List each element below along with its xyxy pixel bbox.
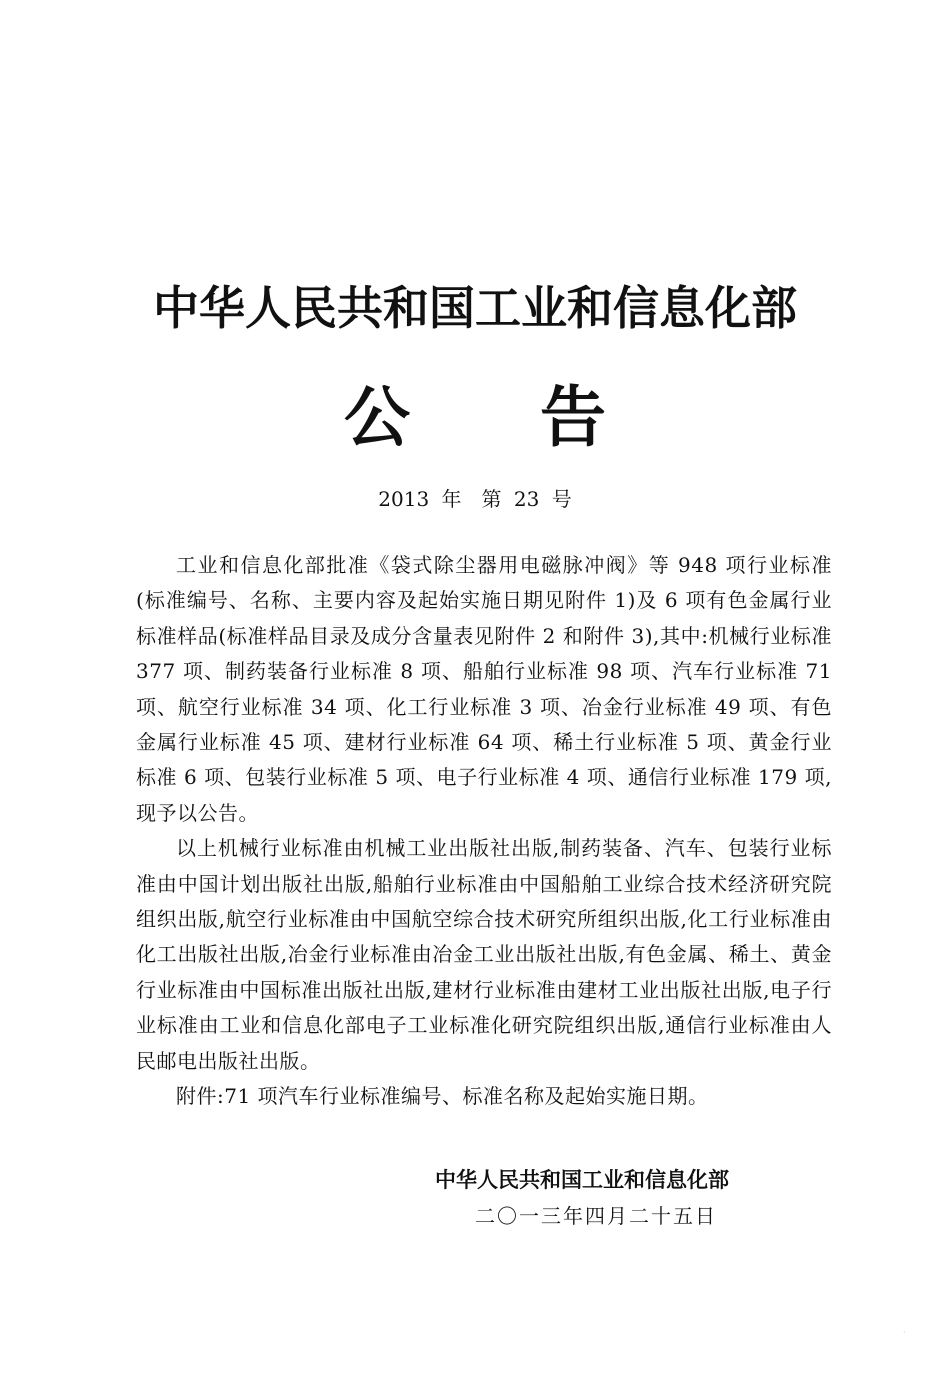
body-paragraph-attachment: 附件:71 项汽车行业标准编号、标准名称及起始实施日期。 [176,1084,709,1109]
signature-organization: 中华人民共和国工业和信息化部 [435,1168,729,1192]
signature-block [435,1162,775,1234]
document-type-heading: 公告 [344,379,736,456]
document-number: 2013 年 第 23 号 [378,487,572,511]
body-paragraph-approval: 工业和信息化部批准《袋式除尘器用电磁脉冲阀》等 948 项行业标准(标准编号、名称、主要内容及起始实施日期见附件 1)及 6 项有色金属行业标准样品(标准样品目录及成分含量表见附件 2 和附件 3),其中:机械行业标准 377 项、制药装备行业标准 8 项、船舶行业标准 98 项、汽车行业标准 71 项、航空行业标准 34 项、化工行业标准 3 项、冶金行业标准 49 项、有色金属行业标准 45 项、建材行业标准 64 项、稀土行业标准 5 项、黄金行业标准 6 项、包装行业标准 5 项、电子行业标准 4 项、通信行业标准 179 项,现予以公告。 [136,553,832,825]
signature-date: 二〇一三年四月二十五日 [475,1204,717,1228]
scan-edge-mark: · [903,1328,906,1337]
body-paragraph-publishers: 以上机械行业标准由机械工业出版社出版,制药装备、汽车、包装行业标准由中国计划出版社出版,船舶行业标准由中国船舶工业综合技术经济研究院组织出版,航空行业标准由中国航空综合技术研究所组织出版,化工行业标准由化工出版社出版,冶金行业标准由冶金工业出版社出版,有色金属、稀土、黄金行业标准由中国标准出版社出版,建材行业标准由建材工业出版社出版,电子行业标准由工业和信息化部电子工业标准化研究院组织出版,通信行业标准由人民邮电出版社出版。 [136,836,832,1073]
issuer-title: 中华人民共和国工业和信息化部 [153,281,797,335]
announcement-body [136,548,832,1115]
